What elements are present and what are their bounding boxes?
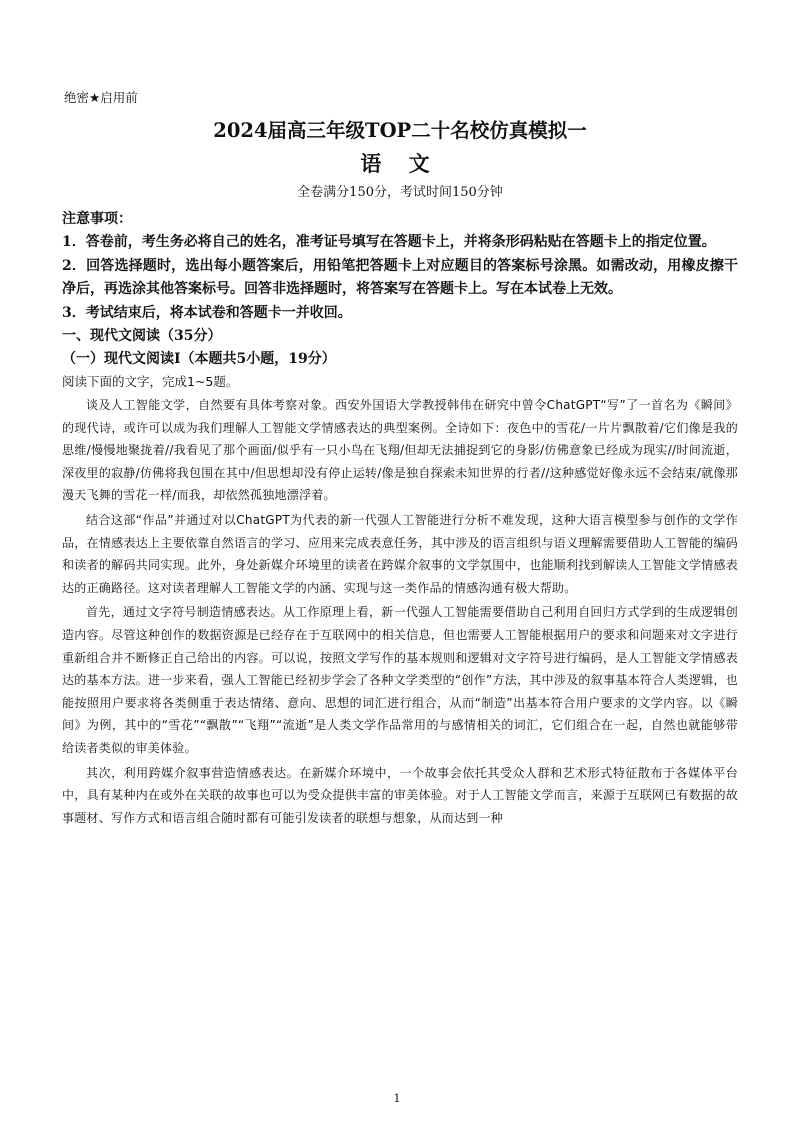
- subject-title: 语 文: [360, 151, 440, 176]
- section-title: 一、现代文阅读（35分）: [62, 328, 222, 344]
- notes-heading: 注意事项：: [62, 211, 132, 227]
- note-item: 3．考试结束后，将本试卷和答题卡一并收回。: [62, 304, 352, 321]
- exam-title: 2024届高三年级TOP二十名校仿真模拟一: [213, 119, 587, 142]
- notes-section: [62, 208, 738, 325]
- exam-page: [62, 88, 738, 831]
- passage-paragraph: 结合这部“作品”并通过对以ChatGPT为代表的新一代强人工智能进行分析不难发现，这种大语言模型参与创作的文学作品，在情感表达上主要依靠自然语言的学习、应用来完成表意任务，其中涉及的语言组织与语义理解需要借助人工智能的编码和读者的解码共同实现。此外，身处新媒介环境里的读者在跨媒介叙事的文学氛围中，也能顺利找到解读人工智能文学情感表达的正确路径。这对读者理解人工智能文学的内涵、实现与这一类作品的情感沟通有极大帮助。: [62, 512, 738, 595]
- subsection-title: （一）现代文阅读Ⅰ（本题共5小题，19分）: [62, 351, 336, 367]
- passage-paragraph: 其次，利用跨媒介叙事营造情感表达。在新媒介环境中，一个故事会依托其受众人群和艺术形式特征散布于各媒体平台中，具有某种内在或外在关联的故事也可以为受众提供丰富的审美体验。对于人工智能文学而言，来源于互联网已有数据的故事题材、写作方式和语言组合随时都有可能引发读者的联想与想象，从而达到一种: [62, 765, 738, 825]
- passage-paragraph: 谈及人工智能文学，自然要有具体考察对象。西安外国语大学教授韩伟在研究中曾令ChatGPT“写”了一首名为《瞬间》的现代诗，或许可以成为我们理解人工智能文学情感表达的典型案例。全诗如下：夜色中的雪花/一片片飘散着/它们像是我的思维/慢慢地聚拢着//我看见了那个画面/似乎有一只小鸟在飞翔/但却无法捕捉到它的身影/仿佛意象已经成为现实//时间流逝，深夜里的寂静/仿佛将我包围在其中/但思想却没有停止运转/像是独自探索未知世界的行者//这种感觉好像永远不会结束/就像那漫天飞舞的雪花一样/而我，却依然孤独地漂浮着。: [62, 398, 738, 503]
- page-number: 1: [393, 1092, 401, 1105]
- note-item: 2．回答选择题时，选出每小题答案后，用铅笔把答题卡上对应题目的答案标号涂黑。如需改动，用橡皮擦干净后，再选涂其他答案标号。回答非选择题时，将答案写在答题卡上。写在本试卷上无效。: [62, 257, 738, 297]
- reading-instruction: 阅读下面的文字，完成1~5题。: [62, 374, 239, 389]
- confidential-label: 绝密★启用前: [64, 90, 138, 105]
- exam-meta: 全卷满分150分，考试时间150分钟: [297, 185, 503, 200]
- note-item: 1．答卷前，考生务必将自己的姓名，准考证号填写在答题卡上，并将条形码粘贴在答题卡上的指定位置。: [62, 234, 716, 250]
- reading-passage: [62, 394, 738, 829]
- passage-paragraph: 首先，通过文字符号制造情感表达。从工作原理上看，新一代强人工智能需要借助自己利用自回归方式学到的生成逻辑创造内容。尽管这种创作的数据资源是已经存在于互联网中的相关信息，但也需要人工智能根据用户的要求和问题来对文字进行重新组合并不断修正自己给出的内容。可以说，按照文学写作的基本规则和逻辑对文字符号进行编码，是人工智能文学情感表达的基本方法。进一步来看，强人工智能已经初步学会了各种文学类型的“创作”方法，其中涉及的叙事基本符合人类逻辑，也能按照用户要求将各类侧重于表达情绪、意向、思想的词汇进行组合，从而“制造”出基本符合用户要求的文学内容。以《瞬间》为例，其中的“雪花”“飘散”“飞翔”“流逝”是人类文学作品常用的与感情相关的词汇，它们组合在一起，自然也就能够带给读者类似的审美体验。: [62, 605, 738, 755]
